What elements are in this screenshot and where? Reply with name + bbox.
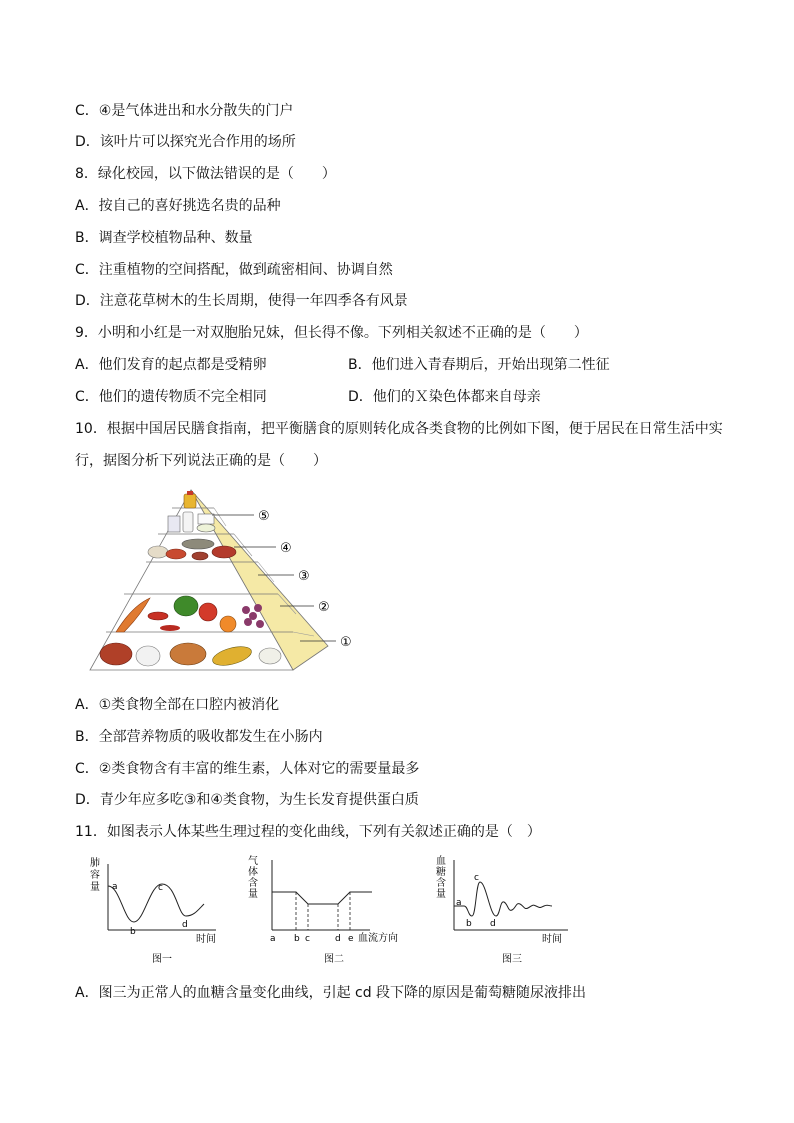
q8-option-c: C．注重植物的空间搭配，做到疏密相间、协调自然 bbox=[75, 262, 393, 278]
figure-1-lung-volume bbox=[86, 854, 226, 966]
fig2-caption: 图二 bbox=[324, 954, 344, 965]
q11-option-a: A．图三为正常人的血糖含量变化曲线，引起 cd 段下降的原因是葡萄糖随尿液排出 bbox=[75, 985, 587, 1001]
q10-option-b: B．全部营养物质的吸收都发生在小肠内 bbox=[75, 729, 323, 745]
q9-option-d: D．他们的Ｘ染色体都来自母亲 bbox=[348, 389, 541, 405]
q10-option-a: A．①类食物全部在口腔内被消化 bbox=[75, 697, 280, 713]
fig3-caption: 图三 bbox=[502, 954, 522, 965]
q8-option-d: D．注意花草树木的生长周期，使得一年四季各有风景 bbox=[75, 293, 408, 309]
fig1-point-a: a bbox=[112, 882, 118, 892]
fig2-ylabel-3: 含 bbox=[248, 878, 258, 889]
fig3-xlabel: 时间 bbox=[542, 934, 562, 945]
fig2-point-d: d bbox=[335, 934, 341, 944]
q10-option-c: C．②类食物含有丰富的维生素，人体对它的需要量最多 bbox=[75, 761, 420, 777]
figure-3-blood-sugar bbox=[432, 854, 574, 966]
q9-option-a: A．他们发育的起点都是受精卵 bbox=[75, 357, 267, 373]
q10-stem-line2: 行，据图分析下列说法正确的是（ ） bbox=[75, 453, 327, 469]
fig1-xlabel: 时间 bbox=[196, 934, 216, 945]
q8-stem: 8．绿化校园，以下做法错误的是（ ） bbox=[75, 166, 336, 182]
dairy-icon bbox=[168, 512, 215, 532]
q10-option-d: D．青少年应多吃③和④类食物，为生长发育提供蛋白质 bbox=[75, 792, 419, 808]
q10-stem-line1: 10．根据中国居民膳食指南，把平衡膳食的原则转化成各类食物的比例如下图，便于居民在日常生活中实 bbox=[75, 421, 723, 437]
fig2-xlabel: 血流方向 bbox=[358, 933, 398, 944]
pyramid-label-1: ① bbox=[340, 635, 352, 650]
fig3-point-c: c bbox=[474, 873, 479, 883]
q7-option-d: D．该叶片可以探究光合作用的场所 bbox=[75, 134, 296, 150]
fig3-point-b: b bbox=[466, 919, 472, 929]
pyramid-label-3: ③ bbox=[298, 569, 310, 584]
q9-option-c: C．他们的遗传物质不完全相同 bbox=[75, 389, 267, 405]
pyramid-label-4: ④ bbox=[280, 541, 292, 556]
fig2-ylabel-2: 体 bbox=[248, 867, 258, 878]
q9-stem: 9．小明和小红是一对双胞胎兄妹，但长得不像。下列相关叙述不正确的是（ ） bbox=[75, 325, 588, 341]
fig2-point-c: c bbox=[305, 934, 310, 944]
fig1-ylabel-3: 量 bbox=[90, 882, 100, 893]
fig3-ylabel-2: 糖 bbox=[436, 867, 446, 878]
fig1-point-b: b bbox=[130, 927, 136, 937]
pyramid-label-5: ⑤ bbox=[258, 509, 270, 524]
food-pyramid-figure bbox=[88, 486, 368, 676]
fig3-ylabel-4: 量 bbox=[436, 889, 446, 900]
fig1-ylabel-1: 肺 bbox=[90, 858, 100, 869]
pyramid-label-2: ② bbox=[318, 600, 330, 615]
figure-2-gas-content bbox=[242, 854, 417, 966]
fig3-point-a: a bbox=[456, 898, 462, 908]
fig1-ylabel-2: 容 bbox=[90, 870, 100, 881]
q9-option-b: B．他们进入青春期后，开始出现第二性征 bbox=[348, 357, 610, 373]
fig2-point-e: e bbox=[348, 934, 354, 944]
q7-option-c: C．④是气体进出和水分散失的门户 bbox=[75, 103, 294, 119]
q11-stem: 11．如图表示人体某些生理过程的变化曲线，下列有关叙述正确的是（ ） bbox=[75, 824, 541, 840]
fig3-ylabel-3: 含 bbox=[436, 878, 446, 889]
fig2-point-a: a bbox=[270, 934, 276, 944]
fig1-point-d: d bbox=[182, 920, 188, 930]
fig3-ylabel-1: 血 bbox=[436, 856, 446, 867]
fig1-point-c: c bbox=[158, 883, 163, 893]
q8-option-a: A．按自己的喜好挑选名贵的品种 bbox=[75, 198, 281, 214]
fig2-point-b: b bbox=[294, 934, 300, 944]
fig2-ylabel-4: 量 bbox=[248, 889, 258, 900]
fig2-ylabel-1: 气 bbox=[248, 856, 258, 867]
fig3-point-d: d bbox=[490, 919, 496, 929]
q8-option-b: B．调查学校植物品种、数量 bbox=[75, 230, 253, 246]
fig1-caption: 图一 bbox=[152, 954, 172, 965]
